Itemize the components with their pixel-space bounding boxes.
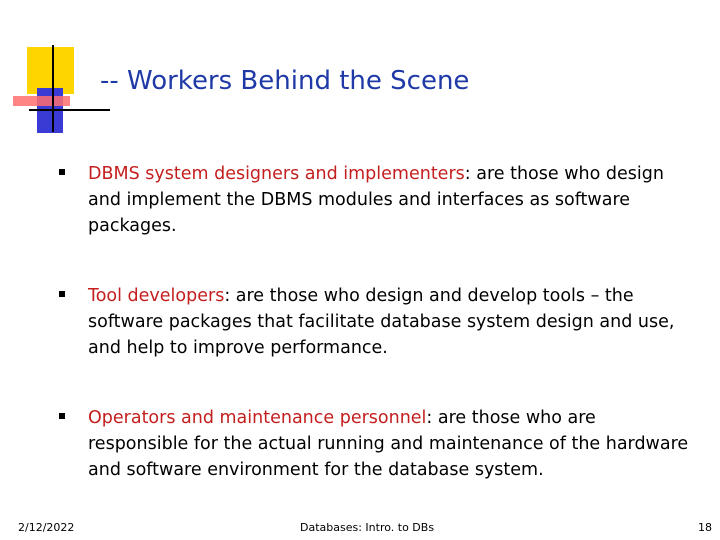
- bullet-text: [88, 283, 699, 361]
- footer-course-title: Databases: Intro. to DBs: [300, 521, 435, 534]
- bullet-description: : are those who are responsible for the actual running and maintenance of the hardware and software environment for the database system.: [88, 408, 689, 480]
- bullet-item: [59, 161, 699, 239]
- footer-page-number: 18: [698, 521, 712, 534]
- bullet-description: : are those who design and implement the DBMS modules and interfaces as software packages.: [88, 164, 664, 236]
- square-bullet-icon: [59, 169, 65, 175]
- decor-horizontal-line: [29, 109, 110, 111]
- bullet-text: [88, 405, 699, 483]
- decor-vertical-line: [52, 45, 54, 132]
- bullet-term: DBMS system designers and implementers: [88, 164, 465, 184]
- footer-date: 2/12/2022: [18, 521, 75, 534]
- square-bullet-icon: [59, 413, 65, 419]
- bullet-term: Tool developers: [88, 286, 225, 306]
- bullet-term: Operators and maintenance personnel: [88, 408, 427, 428]
- slide-title: -- Workers Behind the Scene: [100, 66, 470, 96]
- bullet-text: [88, 161, 699, 239]
- bullet-list: [59, 161, 699, 483]
- bullet-description: : are those who design and develop tools – the software packages that facilitate database system design and use, and help to improve performance.: [88, 286, 675, 358]
- bullet-item: [59, 405, 699, 483]
- decor-yellow-square: [27, 47, 74, 94]
- decor-red-bar: [13, 96, 70, 106]
- bullet-item: [59, 283, 699, 361]
- square-bullet-icon: [59, 291, 65, 297]
